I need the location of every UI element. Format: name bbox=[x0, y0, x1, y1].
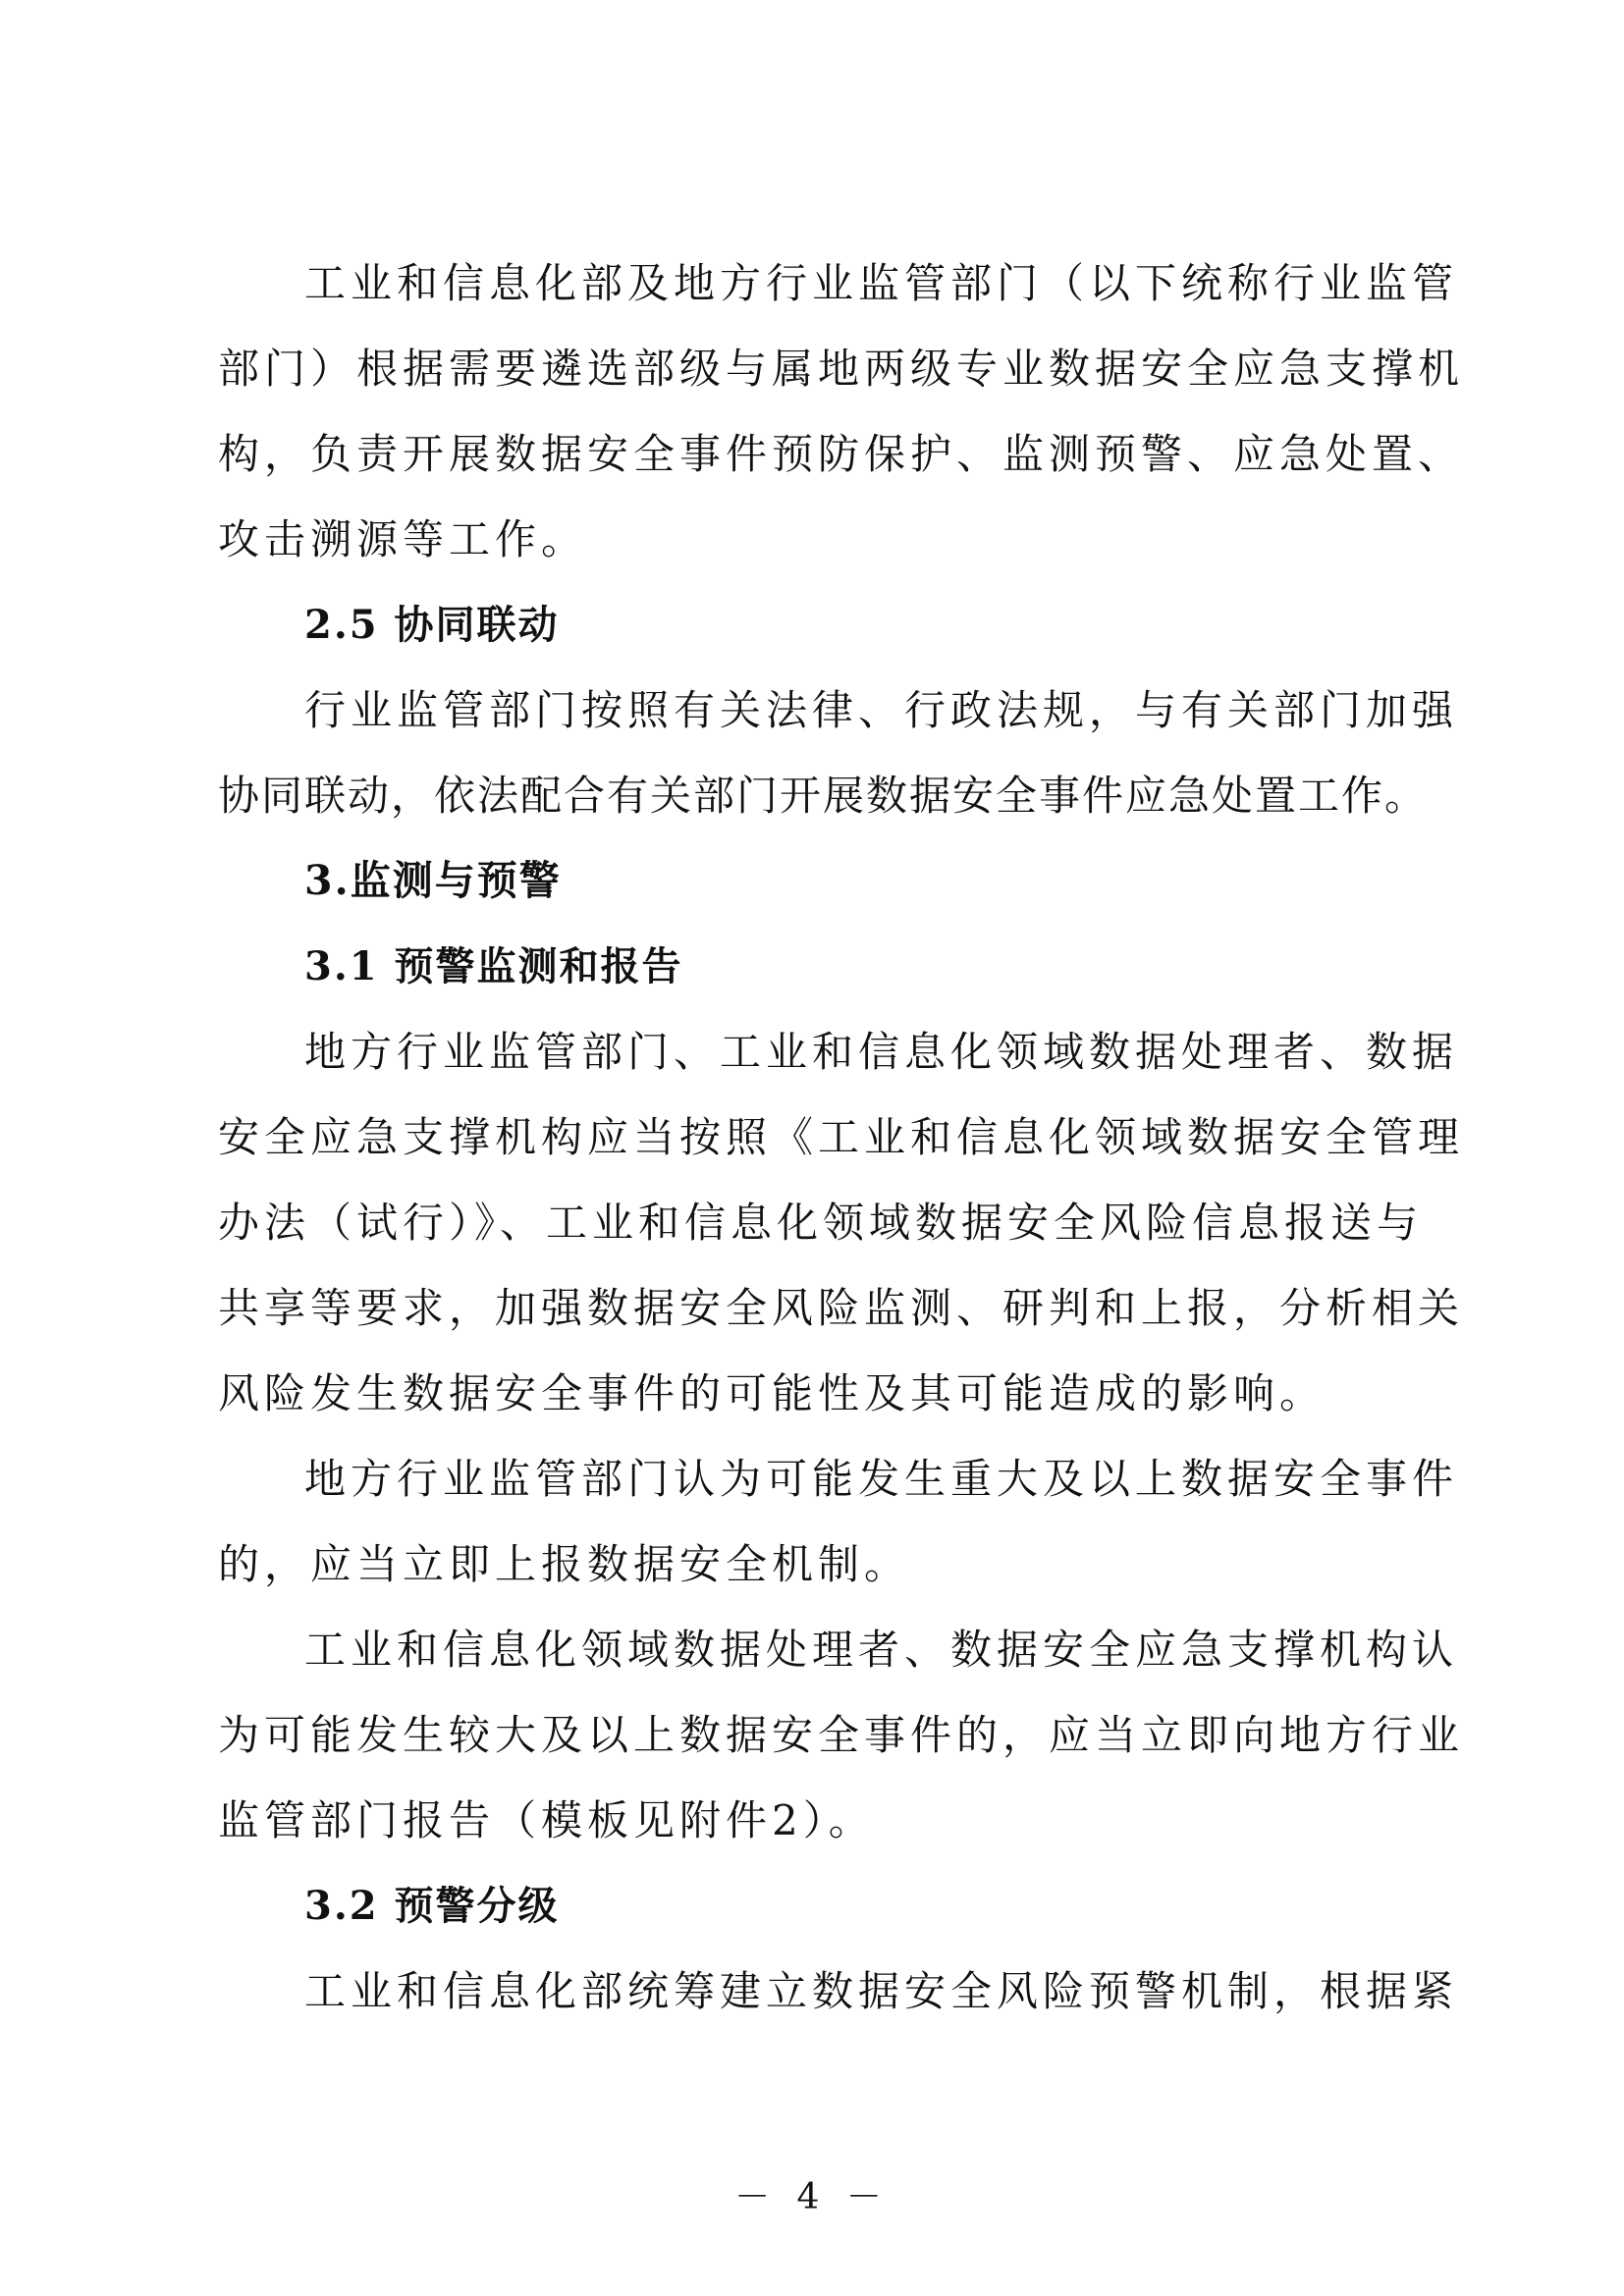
text-line: 工业和信息化领域数据处理者、数据安全应急支撑机构认 bbox=[304, 1626, 1459, 1674]
section-heading-3-1: 3.1 预警监测和报告 bbox=[304, 943, 683, 989]
text-line: 部门）根据需要遴选部级与属地两级专业数据安全应急支撑机 bbox=[218, 345, 1465, 393]
section-heading-3-2: 3.2 预警分级 bbox=[304, 1883, 560, 1929]
section-heading-3: 3.监测与预警 bbox=[304, 857, 562, 904]
text-line: 工业和信息化部及地方行业监管部门（以下统称行业监管 bbox=[304, 259, 1459, 307]
text-line: 工业和信息化部统筹建立数据安全风险预警机制，根据紧 bbox=[304, 1967, 1459, 2015]
paragraph-coordination bbox=[218, 667, 1459, 838]
text-line: 监管部门报告（模板见附件2）。 bbox=[218, 1796, 875, 1844]
text-line: 行业监管部门按照有关法律、行政法规，与有关部门加强 bbox=[304, 686, 1459, 734]
text-line: 办法（试行）》、工业和信息化领域数据安全风险信息报送与 bbox=[218, 1199, 1424, 1247]
text-line: 的，应当立即上报数据安全机制。 bbox=[218, 1540, 911, 1588]
document-body bbox=[218, 240, 1465, 2034]
page-number: － 4 － bbox=[734, 2177, 890, 2217]
paragraph-warning-mechanism bbox=[218, 1949, 1459, 2034]
paragraph-report-larger bbox=[218, 1607, 1465, 1863]
paragraph-support-agencies bbox=[218, 240, 1465, 582]
text-line: 攻击溯源等工作。 bbox=[218, 515, 588, 563]
text-line: 为可能发生较大及以上数据安全事件的，应当立即向地方行业 bbox=[218, 1711, 1465, 1759]
paragraph-monitoring bbox=[218, 1009, 1465, 1436]
section-heading-2-5: 2.5 协同联动 bbox=[304, 602, 560, 648]
text-line: 构，负责开展数据安全事件预防保护、监测预警、应急处置、 bbox=[218, 430, 1465, 478]
paragraph-report-major bbox=[218, 1436, 1459, 1607]
text-line: 协同联动，依法配合有关部门开展数据安全事件应急处置工作。 bbox=[218, 772, 1429, 820]
text-line: 安全应急支撑机构应当按照《工业和信息化领域数据安全管理 bbox=[218, 1113, 1465, 1161]
text-line: 风险发生数据安全事件的可能性及其可能造成的影响。 bbox=[218, 1369, 1326, 1417]
text-line: 共享等要求，加强数据安全风险监测、研判和上报，分析相关 bbox=[218, 1284, 1465, 1332]
text-line: 地方行业监管部门认为可能发生重大及以上数据安全事件 bbox=[304, 1455, 1459, 1503]
text-line: 地方行业监管部门、工业和信息化领域数据处理者、数据 bbox=[304, 1028, 1459, 1076]
